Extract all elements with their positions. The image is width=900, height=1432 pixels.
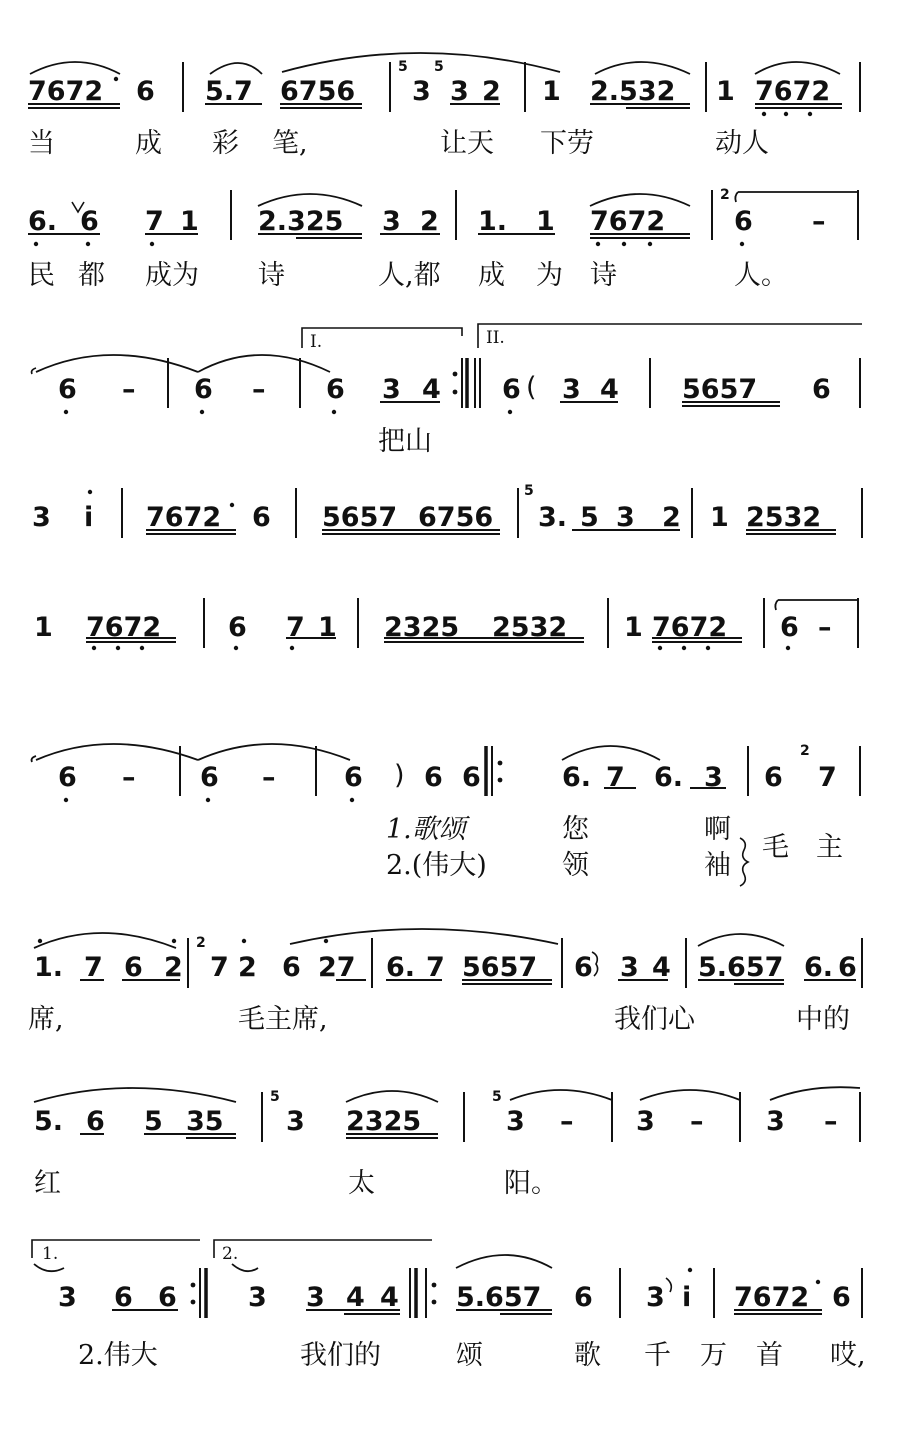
lyric: 颂 (456, 1340, 483, 1371)
staff-row-9 (0, 1238, 900, 1388)
grace-note: 5 (270, 1089, 280, 1105)
note: 4 (380, 1282, 399, 1313)
note: 2 (164, 952, 183, 983)
grace-note: 2 (800, 743, 810, 759)
row-7-marks (0, 908, 900, 1058)
note: 7 (145, 206, 164, 237)
grace-note: 5 (398, 59, 408, 75)
note: 3 (766, 1106, 785, 1137)
note: 5.7 (205, 76, 253, 107)
grace-note: 5 (434, 59, 444, 75)
note: 1 (536, 206, 555, 237)
note: 7 (606, 762, 625, 793)
row-2-marks (0, 178, 900, 328)
note: 6 (780, 612, 799, 643)
grace-note: 5 (492, 1089, 502, 1105)
note: 1 (542, 76, 561, 107)
lyric: 啊 (704, 814, 731, 845)
staff-row-7 (0, 908, 900, 1058)
note: 6 (502, 374, 521, 405)
staff-row-5 (0, 588, 900, 738)
note: 7672 (28, 76, 104, 107)
row-1-marks (0, 48, 900, 198)
note: 6 (158, 1282, 177, 1313)
grace-note: 5 (524, 483, 534, 499)
note: 6. (804, 952, 834, 983)
note: 6 (424, 762, 443, 793)
note: 3 (58, 1282, 77, 1313)
note: 3 (306, 1282, 325, 1313)
note: 6 (326, 374, 345, 405)
note: 6 (58, 374, 77, 405)
note: – (262, 762, 276, 793)
note: 6 (764, 762, 783, 793)
lyric: 人,都 (378, 260, 441, 291)
note: 6 (136, 76, 155, 107)
note: 7 (286, 612, 305, 643)
note: 3 (506, 1106, 525, 1137)
note: 3. (538, 502, 568, 533)
note: 2 (662, 502, 681, 533)
note: 2.325 (258, 206, 344, 237)
note: – (824, 1106, 838, 1137)
note: 7672 (146, 502, 222, 533)
note: 6 (252, 502, 271, 533)
note: 6. (562, 762, 592, 793)
note: 3 (620, 952, 639, 983)
lyric: 您 (562, 814, 589, 845)
note: 35 (186, 1106, 224, 1137)
note: 6 (228, 612, 247, 643)
note: 6 (574, 952, 593, 983)
note: 2 (482, 76, 501, 107)
note: i (682, 1282, 692, 1313)
lyric: 歌 (574, 1340, 601, 1371)
note: – (690, 1106, 704, 1137)
note: 6. (654, 762, 684, 793)
note: 5.657 (456, 1282, 542, 1313)
note: 4 (652, 952, 671, 983)
note: 3 (32, 502, 51, 533)
ending-label: II. (486, 328, 505, 348)
note: 6. (386, 952, 416, 983)
note: 7 (426, 952, 445, 983)
ending-label: 1. (42, 1244, 59, 1264)
note: 6 (832, 1282, 851, 1313)
note: 6 (574, 1282, 593, 1313)
lyric: 民 (28, 260, 55, 291)
note: 3 (704, 762, 723, 793)
note: 1 (716, 76, 735, 107)
note: 3 (636, 1106, 655, 1137)
note: 2.532 (590, 76, 676, 107)
lyric: 动人 (715, 128, 769, 159)
note: 2532 (746, 502, 822, 533)
note: 27 (318, 952, 356, 983)
grace-note: 2 (196, 935, 206, 951)
note: ) (394, 760, 405, 791)
note: 6756 (418, 502, 494, 533)
lyric: 千 (644, 1340, 671, 1371)
note: ( (526, 372, 537, 403)
lyric: 诗 (590, 260, 617, 291)
lyric: 毛主席, (238, 1004, 328, 1035)
lyric: 让天 (440, 128, 494, 159)
lyric: 领 (562, 850, 589, 881)
note: 5 (144, 1106, 163, 1137)
lyric: 毛 (762, 832, 789, 863)
note: 6 (462, 762, 481, 793)
note: 5657 (462, 952, 538, 983)
staff-row-2 (0, 178, 900, 328)
note: – (560, 1106, 574, 1137)
grace-note: 2 (720, 187, 730, 203)
lyric: 成 (135, 128, 162, 159)
lyric: 1.歌颂 (386, 814, 466, 845)
note: 7 (84, 952, 103, 983)
lyric: 2.伟大 (78, 1340, 158, 1371)
lyric: 笔, (272, 128, 308, 159)
note: 3 (286, 1106, 305, 1137)
note: 6 (838, 952, 857, 983)
note: 1 (318, 612, 337, 643)
note: 5. (34, 1106, 64, 1137)
note: 6 (734, 206, 753, 237)
ending-label: I. (310, 332, 323, 352)
note: 2325 (346, 1106, 422, 1137)
note: 1. (478, 206, 508, 237)
lyric: 首 (756, 1340, 783, 1371)
note: 7 (818, 762, 837, 793)
note: 3 (382, 206, 401, 237)
staff-row-8 (0, 1078, 900, 1228)
ending-label: 2. (222, 1244, 239, 1264)
staff-row-3 (0, 318, 900, 468)
note: 3 (616, 502, 635, 533)
note: 6 (282, 952, 301, 983)
note: 6 (194, 374, 213, 405)
lyric: 诗 (258, 260, 285, 291)
note: 6 (86, 1106, 105, 1137)
lyric: 中的 (796, 1004, 850, 1035)
note: 6 (80, 206, 99, 237)
note: 5.657 (698, 952, 784, 983)
note: 4 (346, 1282, 365, 1313)
note: 3 (562, 374, 581, 405)
lyric: 彩 (212, 128, 239, 159)
lyric: 万 (700, 1340, 727, 1371)
note: i (84, 502, 94, 533)
note: 4 (422, 374, 441, 405)
note: 7672 (734, 1282, 810, 1313)
lyric: 主 (816, 832, 843, 863)
note: 5 (580, 502, 599, 533)
note: 6 (344, 762, 363, 793)
lyric: 下劳 (540, 128, 594, 159)
lyric: 为 (536, 260, 563, 291)
note: 7672 (755, 76, 831, 107)
note: 3 (450, 76, 469, 107)
lyric: 成为 (145, 260, 199, 291)
note: 7672 (86, 612, 162, 643)
note: 1 (34, 612, 53, 643)
note: 5657 (322, 502, 398, 533)
lyric: 都 (78, 260, 105, 291)
row-8-marks (0, 1078, 900, 1228)
note: 6 (114, 1282, 133, 1313)
note: 1. (34, 952, 64, 983)
staff-row-1 (0, 48, 900, 198)
note: 6 (58, 762, 77, 793)
lyric: 2.(伟大) (386, 850, 487, 881)
lyric: 我们的 (300, 1340, 381, 1371)
lyric: 我们心 (614, 1004, 695, 1035)
lyric: 阳。 (504, 1168, 558, 1199)
note: 4 (600, 374, 619, 405)
note: – (122, 762, 136, 793)
lyric: 人。 (734, 260, 788, 291)
note: – (812, 206, 826, 237)
note: – (122, 374, 136, 405)
note: 7672 (590, 206, 666, 237)
note: 6 (124, 952, 143, 983)
note: 2 (420, 206, 439, 237)
note: 2 (238, 952, 257, 983)
note: 1 (180, 206, 199, 237)
note: 1 (710, 502, 729, 533)
note: – (252, 374, 266, 405)
row-5-marks (0, 588, 900, 738)
note: 3 (248, 1282, 267, 1313)
note: 2325 (384, 612, 460, 643)
note: 2532 (492, 612, 568, 643)
lyric: 哎, (830, 1340, 866, 1371)
note: 1 (624, 612, 643, 643)
note: 3 (646, 1282, 665, 1313)
note: 7 (210, 952, 229, 983)
note: 6 (812, 374, 831, 405)
lyric: 把山 (378, 426, 432, 457)
lyric: 席, (28, 1004, 64, 1035)
note: – (818, 612, 832, 643)
note: 6. (28, 206, 58, 237)
staff-row-6 (0, 720, 900, 881)
lyric: 袖 (704, 850, 731, 881)
note: 3 (412, 76, 431, 107)
lyric: 太 (348, 1168, 375, 1199)
lyric: 红 (34, 1168, 61, 1199)
lyric: 当 (28, 128, 55, 159)
lyric: 成 (478, 260, 505, 291)
note: 7672 (652, 612, 728, 643)
note: 5657 (682, 374, 758, 405)
note: 3 (382, 374, 401, 405)
note: 6 (200, 762, 219, 793)
note: 6756 (280, 76, 356, 107)
